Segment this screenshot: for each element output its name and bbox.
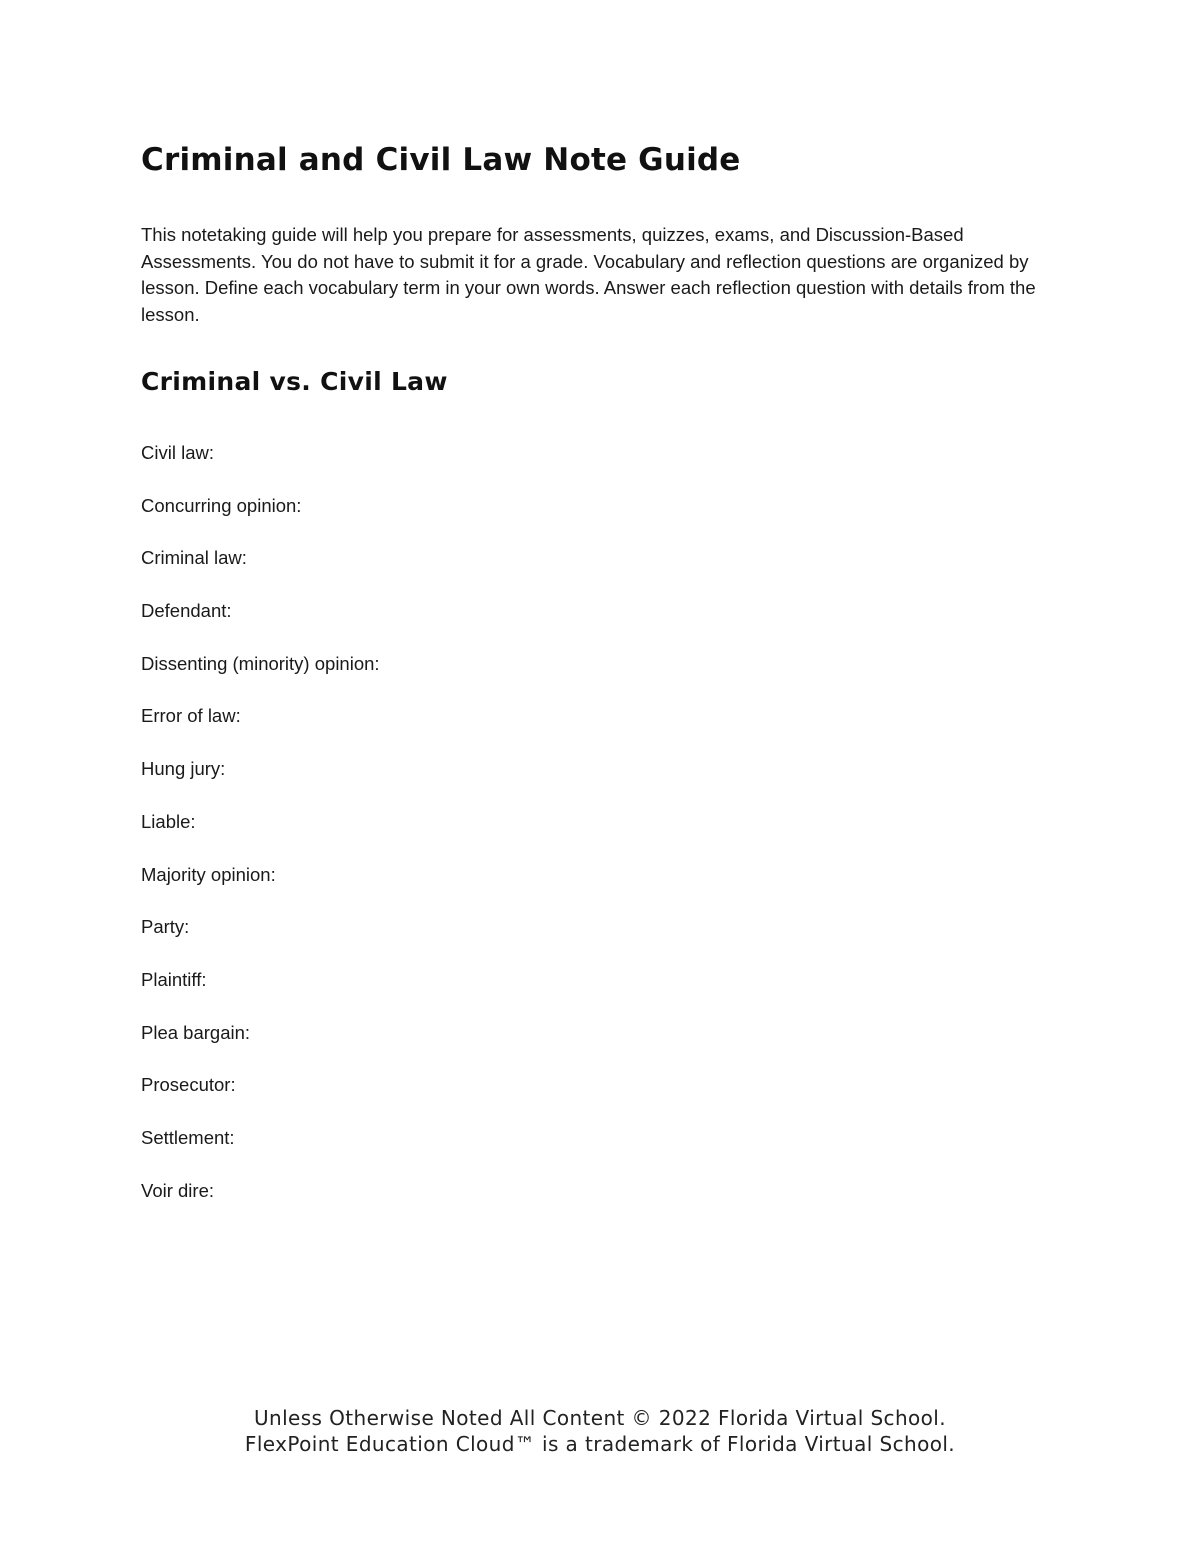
copyright-notice: Unless Otherwise Noted All Content © 2022 Florida Virtual School. xyxy=(253,1406,947,1430)
vocab-term-dissenting-opinion: Dissenting (minority) opinion: xyxy=(141,652,380,674)
vocab-term-criminal-law: Criminal law: xyxy=(141,547,247,569)
vocab-term-concurring-opinion: Concurring opinion: xyxy=(141,494,302,516)
vocab-term-party: Party: xyxy=(141,916,190,938)
vocab-term-majority-opinion: Majority opinion: xyxy=(141,863,276,885)
intro-paragraph: This notetaking guide will help you prepare for assessments, quizzes, exams, and Discussion-Based Assessments. You do not have to submit it for a grade. Vocabulary and reflection questions are organized by lesson. Define each vocabulary term in your own words. Answer each reflection question with details from the lesson. xyxy=(141,224,1036,325)
vocab-term-error-of-law: Error of law: xyxy=(141,705,241,727)
vocab-term-voir-dire: Voir dire: xyxy=(141,1179,215,1201)
vocab-term-plaintiff: Plaintiff: xyxy=(141,968,207,990)
vocab-term-civil-law: Civil law: xyxy=(141,442,214,463)
vocab-term-settlement: Settlement: xyxy=(141,1126,235,1148)
section-heading: Criminal vs. Civil Law xyxy=(141,367,448,396)
trademark-notice: FlexPoint Education Cloud™ is a trademark of Florida Virtual School. xyxy=(244,1432,956,1456)
vocab-term-liable: Liable: xyxy=(141,810,196,832)
page-title: Criminal and Civil Law Note Guide xyxy=(141,142,741,178)
vocab-term-plea-bargain: Plea bargain: xyxy=(141,1021,251,1043)
vocab-term-prosecutor: Prosecutor: xyxy=(141,1074,236,1096)
vocab-term-defendant: Defendant: xyxy=(141,600,232,622)
vocab-term-hung-jury: Hung jury: xyxy=(141,758,226,780)
vocabulary-list xyxy=(141,440,380,1230)
page-footer xyxy=(0,1405,1200,1457)
